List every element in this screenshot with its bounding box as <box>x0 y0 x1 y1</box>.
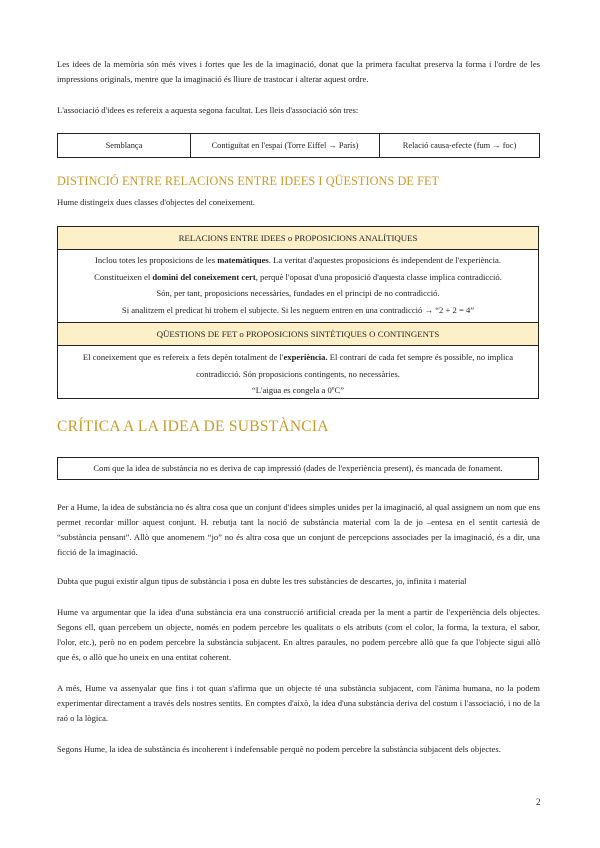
facts-line-3: “L'aigua es congela a 0ºC” <box>251 385 345 395</box>
substance-paragraph-4: A més, Hume va assenyalar que fins i tot quan s'afirma que un objecte té una substància subjacent, com l'ànima humana, no la podem experimentar directament a través dels nostres sentits. En comptes d'això, la idea d'una substància deriva del costum i l'associació, i no de la raó o la lògica. <box>57 683 540 723</box>
law-resemblance: Semblança <box>58 134 191 158</box>
relations-body <box>58 250 538 322</box>
substance-paragraph-1: Per a Hume, la idea de substància no és altra cosa que un conjunt d'idees simples unides per la imaginació, al qual assignem un nom que ens permet recordar millor aquest conjunt. H. rebutja tant la noció de substància material com la de jo –entesa en el sentit cartesià de “substància pensant”. Allò que anomenem “jo” no és altra cosa que un conjunt de percepcions associades per la imaginació, és a dir, una ficció de la imaginació. <box>57 502 540 557</box>
law-cause-effect: Relació causa-efecte (fum → foc) <box>380 134 540 158</box>
section-heading-substance: CRÍTICA A LA IDEA DE SUBSTÀNCIA <box>57 418 329 435</box>
association-laws-table <box>57 133 540 158</box>
knowledge-classes-box <box>57 226 539 399</box>
relations-line-4: Si analitzem el predicat hi trobem el subjecte. Si les neguem entren en una contradicció → “2 + 2 = 4” <box>121 304 475 315</box>
relations-header: RELACIONS ENTRE IDEES o PROPOSICIONS ANALÍTIQUES <box>58 227 538 250</box>
law-contiguity: Contiguïtat en l'espai (Torre Eiffel → París) <box>191 134 380 158</box>
relations-line-3: Són, per tant, proposicions necessàries, fundades en el principi de no contradicció. <box>156 288 440 298</box>
facts-header: QÜESTIONS DE FET o PROPOSICIONS SINTÈTIQUES O CONTINGENTS <box>58 322 538 346</box>
facts-body <box>58 346 538 399</box>
substance-quote-box: Com que la idea de substància no es deriva de cap impressió (dades de l'experiència present), és mancada de fonament. <box>57 457 539 480</box>
table-row <box>58 134 540 158</box>
association-intro: L'associació d'idees es refereix a aquesta segona facultat. Les lleis d'associació són tres: <box>57 105 359 115</box>
relations-line-1: Inclou totes les proposicions de les matemàtiques. La veritat d'aquestes proposicions és independent de l'experiència. <box>95 255 501 265</box>
relations-line-2: Constitueixen el domini del coneixement cert, perquè l'oposat d'una proposició d'aquesta classe implica contradicció. <box>94 271 502 282</box>
substance-paragraph-5: Segons Hume, la idea de substància és incoherent i indefensable perquè no podem percebre la substància subjacent dels objectes. <box>57 744 501 754</box>
distinction-intro: Hume distingeix dues classes d'objectes del coneixement. <box>57 197 255 207</box>
substance-paragraph-2: Dubta que pugui existir algun tipus de substància i posa en dubte les tres substàncies de descartes, jo, infinita i material <box>57 576 467 586</box>
section-heading-distinction: DISTINCIÓ ENTRE RELACIONS ENTRE IDEES I QÜESTIONS DE FET <box>57 174 440 188</box>
facts-line-1: El coneixement que es refereix a fets depèn totalment de l'experiència. El contrari de cada fet sempre és possible, no implica <box>82 352 514 362</box>
intro-paragraph: Les idees de la memòria són més vives i fortes que les de la imaginació, donat que la primera facultat preserva la forma i l'ordre de les impressions originals, mentre que la imaginació és lliure de trastocar i alterar aquest ordre. <box>57 59 540 84</box>
substance-paragraph-3: Hume va argumentar que la idea d'una substància era una construcció artificial creada per la ment a partir de l'experiència dels objectes. Segons ell, quan percebem un objecte, només en podem percebre les qualitats o els atributs (com el color, la forma, la textura, el sabor, l'olor, etc.), però no en podem percebre la substància subjacent. En altres paraules, no podem percebre allò que fa que l'objecte sigui allò que és, o allò que ho uneix en una entitat coherent. <box>57 607 540 662</box>
page-number: 2 <box>536 797 541 807</box>
facts-line-2: contradicció. Són proposicions contingents, no necessàries. <box>196 368 400 379</box>
